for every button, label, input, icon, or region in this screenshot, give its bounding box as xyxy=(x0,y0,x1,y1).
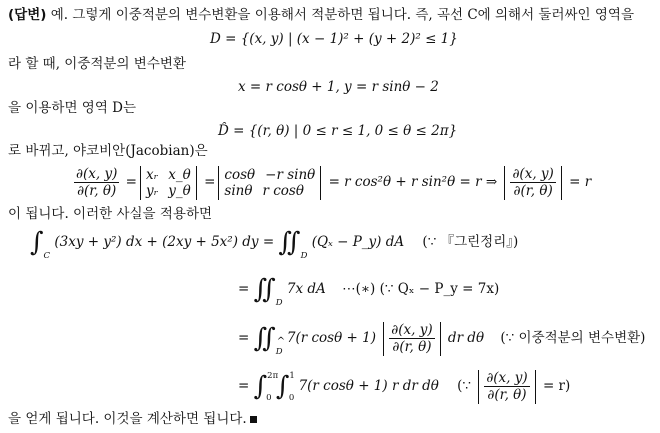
text-line-4: 로 바뀌고, 야코비안(Jacobian)은 xyxy=(8,143,208,159)
text-line-5: 이 됩니다. 이러한 사실을 적용하면 xyxy=(8,206,213,222)
jacobian-symbolic-matrix: xᵣ x_θ yᵣ y_θ xyxy=(145,166,191,199)
intro-line xyxy=(8,6,634,24)
jacobian-result: = r cos²θ + r sin²θ = r ⇒ xyxy=(328,174,498,190)
answer-tag: (답변) xyxy=(8,7,47,23)
eq-substitution: x = r cosθ + 1, y = r sinθ − 2 xyxy=(238,79,439,95)
eq-region-new: D̂ = {(r, θ) | 0 ≤ r ≤ 1, 0 ≤ θ ≤ 2π} xyxy=(218,123,458,139)
jacobian-abs-result: = r xyxy=(569,174,592,190)
jacobian-equation: $\frac{\partial(x, y)}{\partial(r, \theta)}$ = xᵣ x_θ yᵣ y_θ = cosθ −r sinθ sinθ r cosθ = r cos²θ + r sin²θ = r ⇒ $\frac{\partial(x, y)}{\partial(r, \theta)}$ = r xyxy=(76,166,592,199)
text-line-3: 을 이용하면 영역 D는 xyxy=(8,100,137,116)
derivation-line-3: = ∬^ D 7(r cosθ + 1) $\frac{\partial(x, y)}{\partial(r, \theta)}$ dr dθ (∵ 이중적분의 변수변환) xyxy=(238,320,645,358)
eq-region: D = {(x, y) | (x − 1)² + (y + 2)² ≤ 1} xyxy=(210,31,458,47)
final-text: 을 얻게 됩니다. 이것을 계산하면 됩니다. xyxy=(8,411,247,427)
jacobian-fraction: $\frac{\partial(x, y)}{\partial(r, \theta)}$ xyxy=(76,166,118,199)
intro-text: 예. 그렇게 이중적분의 변수변환을 이용해서 적분하면 됩니다. 즉, 곡선 C에 의해서 둘러싸인 영역을 xyxy=(46,7,635,23)
qed-square-icon xyxy=(250,416,257,423)
derivation-line-1: $\int_C$ (3xy + y²) dx + (2xy + 5x²) dy = $∬_D$ (Qₓ − P_y) dA (∵ 『그린정리』) xyxy=(30,227,519,261)
text-line-2: 라 할 때, 이중적분의 변수변환 xyxy=(8,56,186,72)
derivation-line-2: = $∬_D$ 7x dA ⋯(∗) (∵ Qₓ − P_y = 7x) xyxy=(238,274,500,308)
derivation-line-4: = ∫$^{2\pi}_0$ ∫$^1_0$ 7(r cosθ + 1) r dr dθ (∵ $\frac{\partial(x, y)}{\partial(r, \theta)}$ = r) xyxy=(238,370,571,403)
jacobian-value-matrix: cosθ −r sinθ sinθ r cosθ xyxy=(224,166,316,199)
final-line xyxy=(8,410,257,428)
